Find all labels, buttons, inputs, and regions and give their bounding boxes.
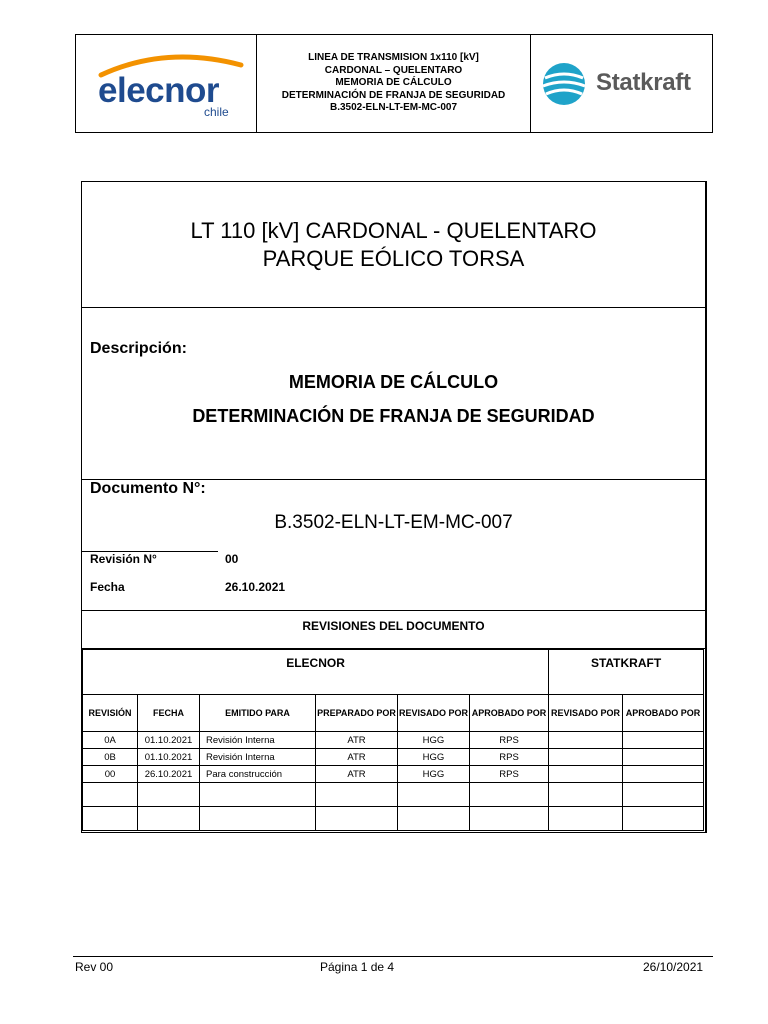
footer-revision: Rev 00 xyxy=(75,960,114,974)
cell-sk-reviewed-by xyxy=(549,749,623,766)
header-title-line: DETERMINACIÓN DE FRANJA DE SEGURIDAD xyxy=(281,89,506,101)
cell-prepared-by: ATR xyxy=(316,766,398,783)
elecnor-logo xyxy=(76,35,257,132)
statkraft-wordmark: Statkraft xyxy=(596,69,691,96)
cell-sk-approved-by xyxy=(623,766,704,783)
cover-frame xyxy=(81,181,707,833)
table-row xyxy=(83,766,704,783)
cell-prepared-by: ATR xyxy=(316,732,398,749)
cell-reviewed-by: HGG xyxy=(398,732,470,749)
footer-page-number: Página 1 de 4 xyxy=(320,960,395,974)
cell-revision: 00 xyxy=(83,766,138,783)
description-line1: MEMORIA DE CÁLCULO xyxy=(288,372,499,392)
cell-prepared-by: ATR xyxy=(316,749,398,766)
footer-date: 26/10/2021 xyxy=(643,960,704,974)
column-header: REVISADO POR xyxy=(549,695,623,732)
cell-sk-reviewed-by xyxy=(549,732,623,749)
column-header: FECHA xyxy=(138,695,200,732)
group-header-elecnor: ELECNOR xyxy=(83,650,549,695)
footer-divider xyxy=(73,956,713,957)
cell-issued-for: Para construcción xyxy=(200,766,316,783)
statkraft-globe-icon xyxy=(541,61,587,107)
column-header: REVISADO POR xyxy=(398,695,470,732)
cell-approved-by: RPS xyxy=(470,749,549,766)
divider xyxy=(82,610,705,611)
cell-date: 01.10.2021 xyxy=(138,749,200,766)
revision-label: Revisión N° xyxy=(90,552,157,566)
column-header: PREPARADO POR xyxy=(316,695,398,732)
elecnor-wordmark: elecnor xyxy=(98,71,219,110)
cell-date: 01.10.2021 xyxy=(138,732,200,749)
cell-reviewed-by: HGG xyxy=(398,766,470,783)
revisions-title: REVISIONES DEL DOCUMENTO xyxy=(302,619,485,633)
table-row xyxy=(83,807,704,831)
table-row xyxy=(83,732,704,749)
column-header: REVISIÓN xyxy=(83,695,138,732)
date-label: Fecha xyxy=(90,580,125,594)
project-title-line2: PARQUE EÓLICO TORSA xyxy=(262,245,525,271)
cell-reviewed-by: HGG xyxy=(398,749,470,766)
header-title-line: CARDONAL – QUELENTARO xyxy=(324,64,463,76)
document-header xyxy=(75,34,713,133)
cell-date: 26.10.2021 xyxy=(138,766,200,783)
project-title xyxy=(82,182,705,308)
cell-revision: 0B xyxy=(83,749,138,766)
cell-sk-approved-by xyxy=(623,732,704,749)
column-header: APROBADO POR xyxy=(623,695,704,732)
document-number-label: Documento N°: xyxy=(90,480,206,497)
cell-revision: 0A xyxy=(83,732,138,749)
date-value: 26.10.2021 xyxy=(225,580,286,594)
header-title-block xyxy=(257,35,531,132)
document-number: B.3502-ELN-LT-EM-MC-007 xyxy=(274,512,513,533)
cell-sk-approved-by xyxy=(623,749,704,766)
description-label: Descripción: xyxy=(90,340,187,357)
revision-value: 00 xyxy=(225,552,239,566)
cell-issued-for: Revisión Interna xyxy=(200,749,316,766)
revisions-table xyxy=(82,649,704,831)
column-header: EMITIDO PARA xyxy=(200,695,316,732)
statkraft-logo xyxy=(531,35,712,132)
table-row xyxy=(83,749,704,766)
group-header-statkraft: STATKRAFT xyxy=(549,650,704,695)
elecnor-country: chile xyxy=(204,105,229,119)
project-title-line1: LT 110 [kV] CARDONAL - QUELENTARO xyxy=(190,217,597,243)
cell-approved-by: RPS xyxy=(470,732,549,749)
table-row xyxy=(83,783,704,807)
column-header: APROBADO POR xyxy=(470,695,549,732)
header-title-line: MEMORIA DE CÁLCULO xyxy=(335,77,452,89)
header-doc-code: B.3502-ELN-LT-EM-MC-007 xyxy=(329,102,458,114)
cell-approved-by: RPS xyxy=(470,766,549,783)
description-line2: DETERMINACIÓN DE FRANJA DE SEGURIDAD xyxy=(192,406,595,426)
cell-issued-for: Revisión Interna xyxy=(200,732,316,749)
cell-sk-reviewed-by xyxy=(549,766,623,783)
header-title-line: LINEA DE TRANSMISION 1x110 [kV] xyxy=(308,52,479,64)
